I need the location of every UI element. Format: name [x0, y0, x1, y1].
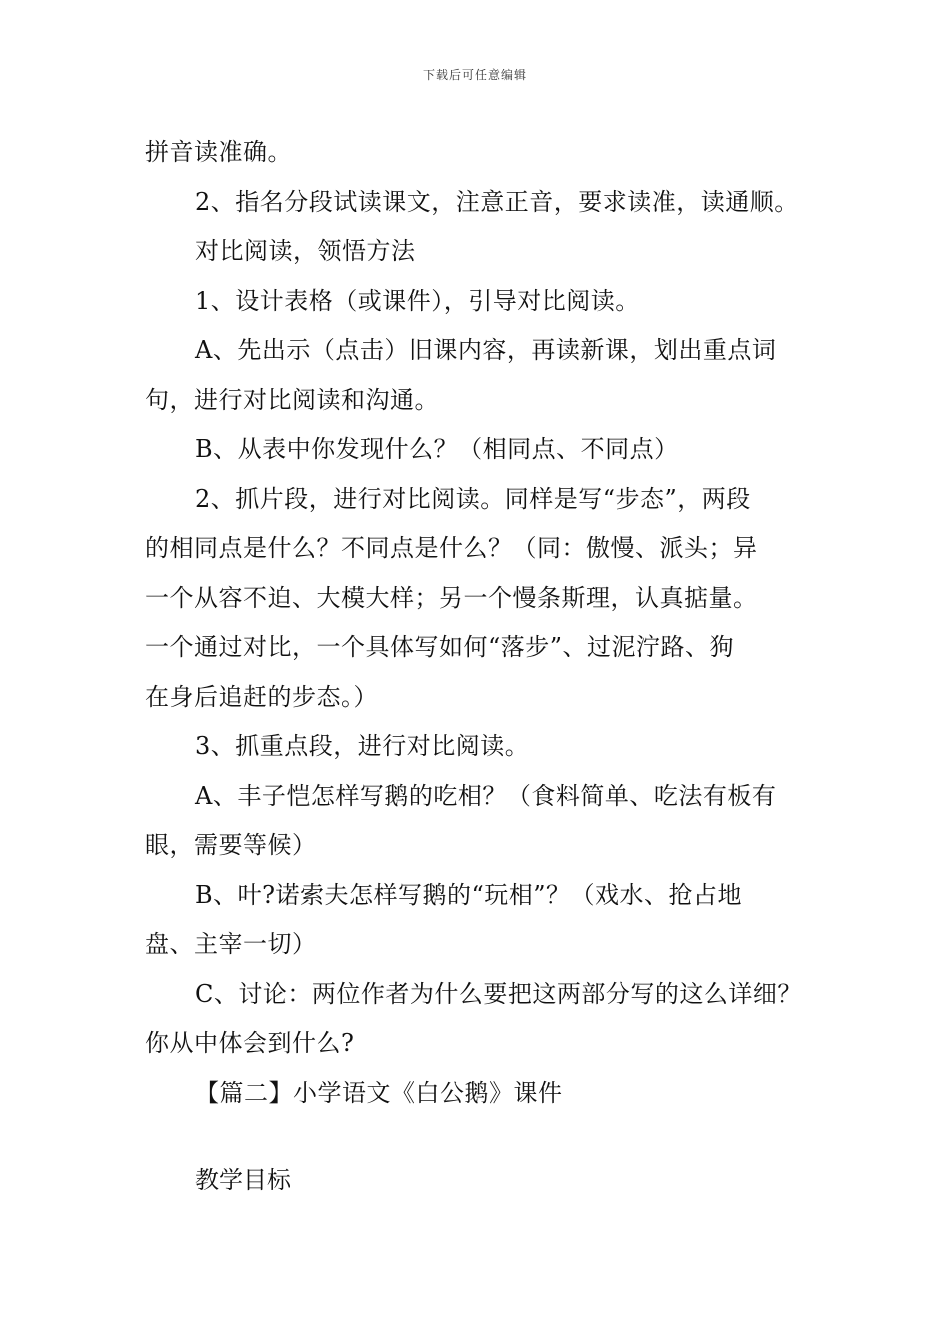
paragraph-line: B、从表中你发现什么？（相同点、不同点）	[195, 435, 679, 463]
paragraph-line: 1、设计表格（或课件），引导对比阅读。	[195, 286, 640, 315]
spacer	[145, 1118, 810, 1156]
paragraph-line: 在身后追赶的步态。）	[145, 682, 378, 711]
paragraph-line: 你从中体会到什么?	[145, 1029, 355, 1057]
paragraph-line: 对比阅读，领悟方法	[195, 237, 416, 265]
paragraph-line: 一个从容不迫、大模大样；另一个慢条斯理，认真掂量。	[145, 583, 758, 612]
paragraph-line: 拼音读准确。	[145, 138, 292, 166]
header-note: 下载后可任意编辑	[422, 68, 527, 82]
section-title: 【篇二】小学语文《白公鹅》课件	[195, 1078, 563, 1107]
paragraph-line: A、丰子恺怎样写鹅的吃相？（食料简单、吃法有板有	[195, 781, 777, 810]
paragraph-line: 眼，需要等候）	[145, 831, 317, 859]
section-heading: 教学目标	[195, 1166, 291, 1194]
paragraph-line: C、讨论：两位作者为什么要把这两部分写的这么详细？	[195, 979, 802, 1008]
paragraph-line: A、先出示（点击）旧课内容，再读新课，划出重点词	[195, 336, 777, 364]
paragraph-line: 2、指名分段试读课文，注意正音，要求读准，读通顺。	[195, 187, 799, 216]
paragraph-line: 3、抓重点段，进行对比阅读。	[195, 732, 530, 760]
paragraph-line: 盘、主宰一切）	[145, 930, 317, 958]
paragraph-line: 的相同点是什么？不同点是什么？（同：傲慢、派头；异	[145, 534, 758, 562]
paragraph-line: 一个通过对比，一个具体写如何“落步”、过泥泞路、狗	[145, 633, 735, 661]
paragraph-line: 句，进行对比阅读和沟通。	[145, 385, 439, 414]
paragraph-line: B、叶?诺索夫怎样写鹅的“玩相”？（戏水、抢占地	[195, 880, 743, 909]
document-body	[145, 128, 810, 1206]
paragraph-line: 2、抓片段，进行对比阅读。同样是写“步态”，两段	[195, 484, 751, 513]
